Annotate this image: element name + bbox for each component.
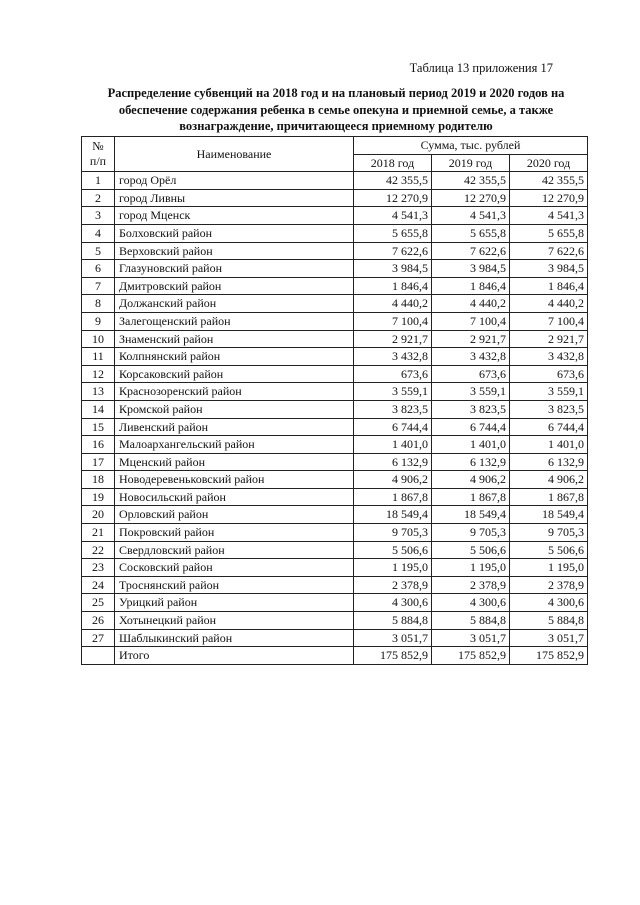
row-number: 20 (82, 506, 115, 524)
table-row (82, 295, 588, 313)
row-number: 16 (82, 436, 115, 454)
row-name: Краснозоренский район (115, 383, 354, 401)
total-2019: 175 852,9 (432, 647, 510, 665)
row-value-2019: 12 270,9 (432, 189, 510, 207)
row-value-2018: 6 132,9 (354, 453, 432, 471)
row-value-2018: 6 744,4 (354, 418, 432, 436)
row-number: 9 (82, 312, 115, 330)
row-value-2018: 3 432,8 (354, 348, 432, 366)
row-value-2019: 3 432,8 (432, 348, 510, 366)
row-value-2018: 4 906,2 (354, 471, 432, 489)
row-number: 24 (82, 576, 115, 594)
row-value-2019: 3 559,1 (432, 383, 510, 401)
row-value-2020: 5 655,8 (510, 224, 588, 242)
header-name: Наименование (115, 137, 354, 172)
row-name: Новодеревеньковский район (115, 471, 354, 489)
header-sum: Сумма, тыс. рублей (354, 137, 588, 155)
total-row (82, 647, 588, 665)
row-name: Залегощенский район (115, 312, 354, 330)
row-value-2020: 4 300,6 (510, 594, 588, 612)
row-value-2020: 673,6 (510, 365, 588, 383)
row-name: Верховский район (115, 242, 354, 260)
total-2020: 175 852,9 (510, 647, 588, 665)
row-name: Покровский район (115, 524, 354, 542)
row-value-2020: 3 051,7 (510, 629, 588, 647)
row-value-2019: 3 051,7 (432, 629, 510, 647)
table-row (82, 312, 588, 330)
row-number: 11 (82, 348, 115, 366)
row-value-2020: 3 432,8 (510, 348, 588, 366)
table-row (82, 242, 588, 260)
row-name: Троснянский район (115, 576, 354, 594)
row-value-2018: 4 440,2 (354, 295, 432, 313)
table-row (82, 612, 588, 630)
row-value-2018: 5 506,6 (354, 541, 432, 559)
row-name: Должанский район (115, 295, 354, 313)
row-value-2018: 5 884,8 (354, 612, 432, 630)
table-row (82, 400, 588, 418)
row-number: 3 (82, 207, 115, 225)
row-value-2019: 6 132,9 (432, 453, 510, 471)
table-row (82, 277, 588, 295)
row-name: Глазуновский район (115, 260, 354, 278)
row-value-2020: 4 906,2 (510, 471, 588, 489)
table-row (82, 172, 588, 190)
header-number (82, 137, 115, 172)
row-value-2019: 4 541,3 (432, 207, 510, 225)
table-row (82, 594, 588, 612)
row-name: Шаблыкинский район (115, 629, 354, 647)
table-row (82, 506, 588, 524)
row-name: Новосильский район (115, 488, 354, 506)
row-value-2020: 18 549,4 (510, 506, 588, 524)
header-year-2018: 2018 год (354, 154, 432, 172)
row-value-2018: 12 270,9 (354, 189, 432, 207)
row-value-2020: 12 270,9 (510, 189, 588, 207)
row-value-2019: 1 846,4 (432, 277, 510, 295)
table-row (82, 189, 588, 207)
row-number: 10 (82, 330, 115, 348)
row-value-2019: 7 622,6 (432, 242, 510, 260)
table-row (82, 576, 588, 594)
table-row (82, 471, 588, 489)
table-row (82, 559, 588, 577)
table-row (82, 436, 588, 454)
row-number: 6 (82, 260, 115, 278)
row-number: 18 (82, 471, 115, 489)
row-value-2018: 5 655,8 (354, 224, 432, 242)
row-value-2019: 4 440,2 (432, 295, 510, 313)
row-name: Болховский район (115, 224, 354, 242)
row-value-2019: 1 195,0 (432, 559, 510, 577)
table-row (82, 365, 588, 383)
row-name: Мценский район (115, 453, 354, 471)
row-value-2019: 3 823,5 (432, 400, 510, 418)
row-value-2019: 4 906,2 (432, 471, 510, 489)
row-value-2020: 5 506,6 (510, 541, 588, 559)
row-value-2019: 5 506,6 (432, 541, 510, 559)
row-name: город Орёл (115, 172, 354, 190)
row-value-2018: 3 559,1 (354, 383, 432, 401)
header-year-2020: 2020 год (510, 154, 588, 172)
row-value-2020: 42 355,5 (510, 172, 588, 190)
row-value-2020: 2 378,9 (510, 576, 588, 594)
row-value-2018: 1 867,8 (354, 488, 432, 506)
row-value-2019: 5 655,8 (432, 224, 510, 242)
row-name: город Мценск (115, 207, 354, 225)
row-number: 5 (82, 242, 115, 260)
table-row (82, 524, 588, 542)
row-value-2020: 1 401,0 (510, 436, 588, 454)
row-name: Знаменский район (115, 330, 354, 348)
row-value-2019: 42 355,5 (432, 172, 510, 190)
row-value-2019: 4 300,6 (432, 594, 510, 612)
row-number: 23 (82, 559, 115, 577)
row-value-2018: 3 984,5 (354, 260, 432, 278)
table-row (82, 629, 588, 647)
row-number: 15 (82, 418, 115, 436)
row-value-2020: 4 440,2 (510, 295, 588, 313)
row-value-2020: 1 846,4 (510, 277, 588, 295)
row-name: Сосковский район (115, 559, 354, 577)
row-value-2018: 3 823,5 (354, 400, 432, 418)
row-number: 2 (82, 189, 115, 207)
table-row (82, 541, 588, 559)
row-value-2018: 1 401,0 (354, 436, 432, 454)
table-body (82, 172, 588, 647)
row-value-2018: 7 100,4 (354, 312, 432, 330)
row-value-2019: 1 867,8 (432, 488, 510, 506)
row-number: 17 (82, 453, 115, 471)
header-year-2019: 2019 год (432, 154, 510, 172)
row-name: Дмитровский район (115, 277, 354, 295)
row-value-2020: 4 541,3 (510, 207, 588, 225)
table-row (82, 383, 588, 401)
row-value-2020: 6 744,4 (510, 418, 588, 436)
title-line: вознаграждение, причитающееся приемному родителю (179, 119, 493, 133)
row-value-2018: 18 549,4 (354, 506, 432, 524)
title-line: Распределение субвенций на 2018 год и на плановый период 2019 и 2020 годов на (107, 86, 565, 100)
row-number: 19 (82, 488, 115, 506)
row-value-2020: 7 100,4 (510, 312, 588, 330)
row-value-2020: 1 867,8 (510, 488, 588, 506)
row-value-2018: 42 355,5 (354, 172, 432, 190)
row-number: 26 (82, 612, 115, 630)
row-value-2020: 6 132,9 (510, 453, 588, 471)
row-name: Хотынецкий район (115, 612, 354, 630)
header-number-line2: п/п (89, 154, 107, 169)
row-value-2020: 9 705,3 (510, 524, 588, 542)
row-number: 22 (82, 541, 115, 559)
row-number: 4 (82, 224, 115, 242)
row-number: 12 (82, 365, 115, 383)
row-number: 14 (82, 400, 115, 418)
document-title (96, 85, 576, 135)
row-value-2020: 7 622,6 (510, 242, 588, 260)
table-row (82, 418, 588, 436)
row-value-2018: 4 300,6 (354, 594, 432, 612)
total-number-cell (82, 647, 115, 665)
title-line: обеспечение содержания ребенка в семье опекуна и приемной семье, а также (118, 102, 554, 117)
row-name: Корсаковский район (115, 365, 354, 383)
row-name: Малоархангельский район (115, 436, 354, 454)
row-value-2019: 7 100,4 (432, 312, 510, 330)
total-label: Итого (115, 647, 354, 665)
row-value-2018: 4 541,3 (354, 207, 432, 225)
row-value-2019: 2 378,9 (432, 576, 510, 594)
row-value-2018: 3 051,7 (354, 629, 432, 647)
row-value-2018: 9 705,3 (354, 524, 432, 542)
row-value-2019: 2 921,7 (432, 330, 510, 348)
header-number-line1: № (92, 139, 104, 154)
table-row (82, 453, 588, 471)
row-value-2018: 673,6 (354, 365, 432, 383)
row-value-2020: 3 823,5 (510, 400, 588, 418)
row-number: 1 (82, 172, 115, 190)
table-row (82, 348, 588, 366)
table-row (82, 224, 588, 242)
row-number: 21 (82, 524, 115, 542)
table-reference: Таблица 13 приложения 17 (409, 61, 553, 75)
row-value-2019: 3 984,5 (432, 260, 510, 278)
row-name: Свердловский район (115, 541, 354, 559)
row-value-2019: 673,6 (432, 365, 510, 383)
row-value-2018: 1 195,0 (354, 559, 432, 577)
table-row (82, 207, 588, 225)
row-number: 25 (82, 594, 115, 612)
row-number: 7 (82, 277, 115, 295)
row-number: 8 (82, 295, 115, 313)
row-value-2018: 2 921,7 (354, 330, 432, 348)
row-value-2018: 7 622,6 (354, 242, 432, 260)
row-name: Орловский район (115, 506, 354, 524)
table-row (82, 488, 588, 506)
row-value-2019: 6 744,4 (432, 418, 510, 436)
subvention-table (81, 136, 588, 665)
table-row (82, 260, 588, 278)
row-value-2019: 1 401,0 (432, 436, 510, 454)
row-value-2019: 9 705,3 (432, 524, 510, 542)
row-value-2018: 2 378,9 (354, 576, 432, 594)
row-name: Колпнянский район (115, 348, 354, 366)
row-value-2020: 2 921,7 (510, 330, 588, 348)
total-2018: 175 852,9 (354, 647, 432, 665)
row-value-2018: 1 846,4 (354, 277, 432, 295)
row-value-2020: 3 984,5 (510, 260, 588, 278)
row-number: 13 (82, 383, 115, 401)
row-number: 27 (82, 629, 115, 647)
row-name: город Ливны (115, 189, 354, 207)
row-name: Кромской район (115, 400, 354, 418)
row-name: Урицкий район (115, 594, 354, 612)
row-name: Ливенский район (115, 418, 354, 436)
row-value-2019: 18 549,4 (432, 506, 510, 524)
row-value-2020: 1 195,0 (510, 559, 588, 577)
row-value-2020: 5 884,8 (510, 612, 588, 630)
row-value-2019: 5 884,8 (432, 612, 510, 630)
table-row (82, 330, 588, 348)
row-value-2020: 3 559,1 (510, 383, 588, 401)
